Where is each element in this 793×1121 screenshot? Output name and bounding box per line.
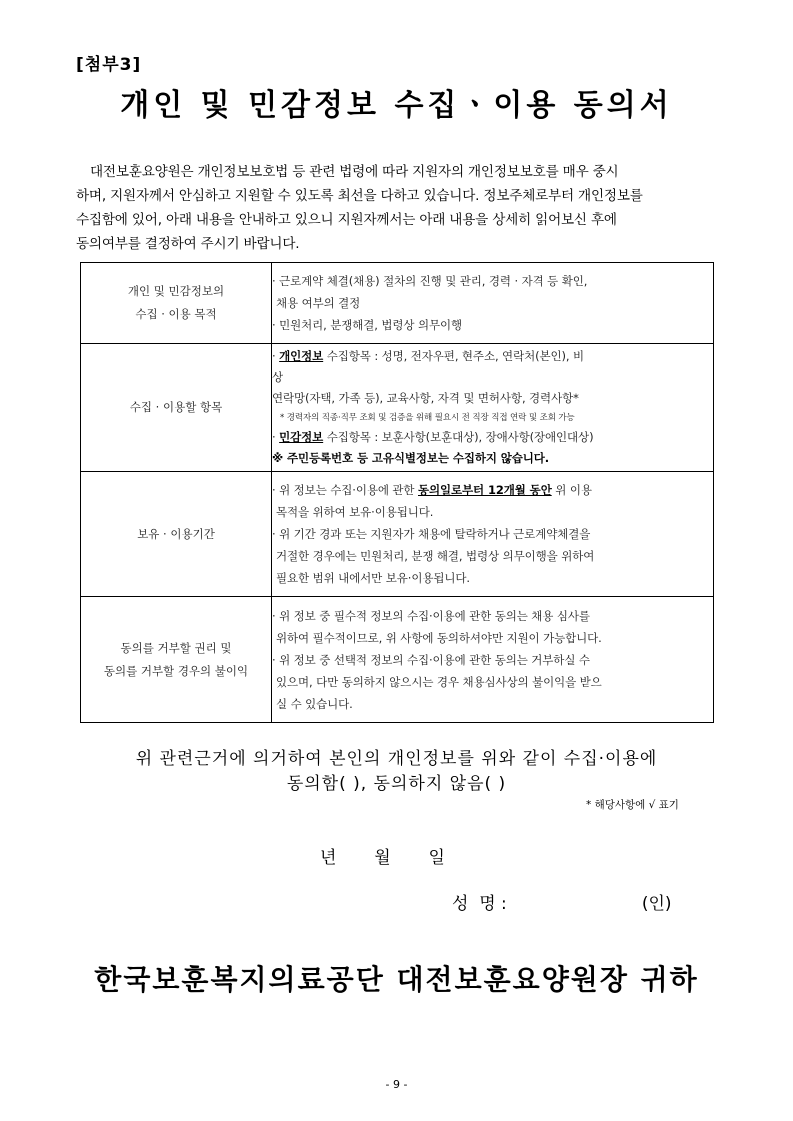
retention-line: 필요한 범위 내에서만 보유·이용됩니다.: [276, 571, 470, 585]
intro-line: 동의여부를 결정하여 주시기 바랍니다.: [76, 236, 300, 252]
unique-id-warning: ※ 주민등록번호 등 고유식별정보는 수집하지 않습니다.: [272, 451, 550, 465]
purpose-label-line: 개인 및 민감정보의: [127, 284, 225, 298]
career-note: * 경력자의 직종·직무 조회 및 검증을 위해 필요시 전 직장 직접 연락 및 조회 가능: [280, 413, 575, 423]
purpose-row: [81, 263, 714, 344]
personal-info-title: 개인정보: [279, 349, 324, 363]
purpose-line: · 민원처리, 분쟁해결, 법령상 의무이행: [272, 318, 463, 332]
page-number: - 9 -: [385, 1078, 408, 1091]
personal-info-text: 수집항목 : 성명, 전자우편, 현주소, 연락처(본인), 비: [323, 349, 584, 363]
refusal-row: [81, 597, 714, 723]
purpose-label: [81, 263, 272, 344]
refusal-line: · 위 정보 중 선택적 정보의 수집·이용에 관한 동의는 거부하실 수: [272, 652, 590, 667]
retention-line: 목적을 위하여 보유·이용됩니다.: [276, 505, 434, 519]
agreement-choice[interactable]: 동의함( ), 동의하지 않음( ): [286, 774, 507, 794]
personal-info-line: 상: [272, 370, 284, 384]
bullet: ·: [272, 349, 276, 363]
retention-label: 보유 · 이용기간: [81, 472, 272, 597]
document-title: 개인 및 민감정보 수집ㆍ이용 동의서: [120, 88, 673, 123]
check-note: * 해당사항에 √ 표기: [586, 799, 679, 811]
purpose-content: [272, 263, 714, 344]
items-content: [272, 344, 714, 472]
items-label: 수집 · 이용할 항목: [81, 344, 272, 472]
retention-text: 위 이용: [551, 483, 592, 497]
intro-paragraph: [76, 160, 716, 256]
refusal-line: 실 수 있습니다.: [276, 696, 353, 711]
purpose-line: · 근로계약 체결(채용) 절차의 진행 및 관리, 경력 · 자격 등 확인,: [272, 274, 588, 288]
purpose-label-line: 수집 · 이용 목적: [135, 307, 217, 321]
refusal-label-line: 동의를 거부할 권리 및: [120, 640, 232, 655]
items-row: [81, 344, 714, 472]
retention-text: · 위 정보는 수집·이용에 관한: [272, 483, 418, 497]
personal-info-line: 연락망(자택, 가족 등), 교육사항, 자격 및 면허사항, 경력사항*: [272, 391, 579, 405]
refusal-line: · 위 정보 중 필수적 정보의 수집·이용에 관한 동의는 채용 심사를: [272, 608, 590, 623]
intro-line: 하며, 지원자께서 안심하고 지원할 수 있도록 최선을 다하고 있습니다. 정보주체로부터 개인정보를: [76, 188, 643, 204]
sensitive-info-line: [272, 427, 713, 448]
refusal-line: 있으며, 다만 동의하지 않으시는 경우 채용심사상의 불이익을 받으: [276, 674, 602, 689]
date-field[interactable]: 년 월 일: [320, 848, 445, 868]
personal-info-line: [272, 346, 713, 367]
retention-row: [81, 472, 714, 597]
intro-line: 수집함에 있어, 아래 내용을 안내하고 있으니 지원자께서는 아래 내용을 상세히 읽어보신 후에: [76, 212, 617, 228]
retention-line: [272, 479, 713, 501]
retention-line: 거절한 경우에는 민원처리, 분쟁 해결, 법령상 의무이행을 위하여: [276, 549, 595, 563]
refusal-content: [272, 597, 714, 723]
attachment-label: [첨부3]: [76, 55, 142, 75]
sensitive-info-text: 수집항목 : 보훈사항(보훈대상), 장애사항(장애인대상): [323, 430, 594, 444]
bullet: ·: [272, 430, 276, 444]
sensitive-info-title: 민감정보: [279, 430, 324, 444]
retention-period: 동의일로부터 12개월 동안: [418, 483, 552, 497]
refusal-label: [81, 597, 272, 723]
refusal-label-line: 동의를 거부할 경우의 불이익: [103, 663, 249, 678]
intro-line: 대전보훈요양원은 개인정보보호법 등 관련 법령에 따라 지원자의 개인정보보호를 매우 중시: [90, 164, 619, 180]
retention-line: · 위 기간 경과 또는 지원자가 채용에 탈락하거나 근로계약체결을: [272, 527, 591, 541]
refusal-line: 위하여 필수적이므로, 위 사항에 동의하셔야만 지원이 가능합니다.: [276, 630, 602, 645]
purpose-line: 채용 여부의 결정: [276, 296, 361, 310]
signature-field[interactable]: 성 명 : (인): [452, 894, 672, 914]
retention-content: [272, 472, 714, 597]
consent-table: [80, 262, 714, 723]
addressee: 한국보훈복지의료공단 대전보훈요양원장 귀하: [94, 963, 699, 996]
agreement-statement: 위 관련근거에 의거하여 본인의 개인정보를 위와 같이 수집·이용에: [135, 749, 658, 769]
